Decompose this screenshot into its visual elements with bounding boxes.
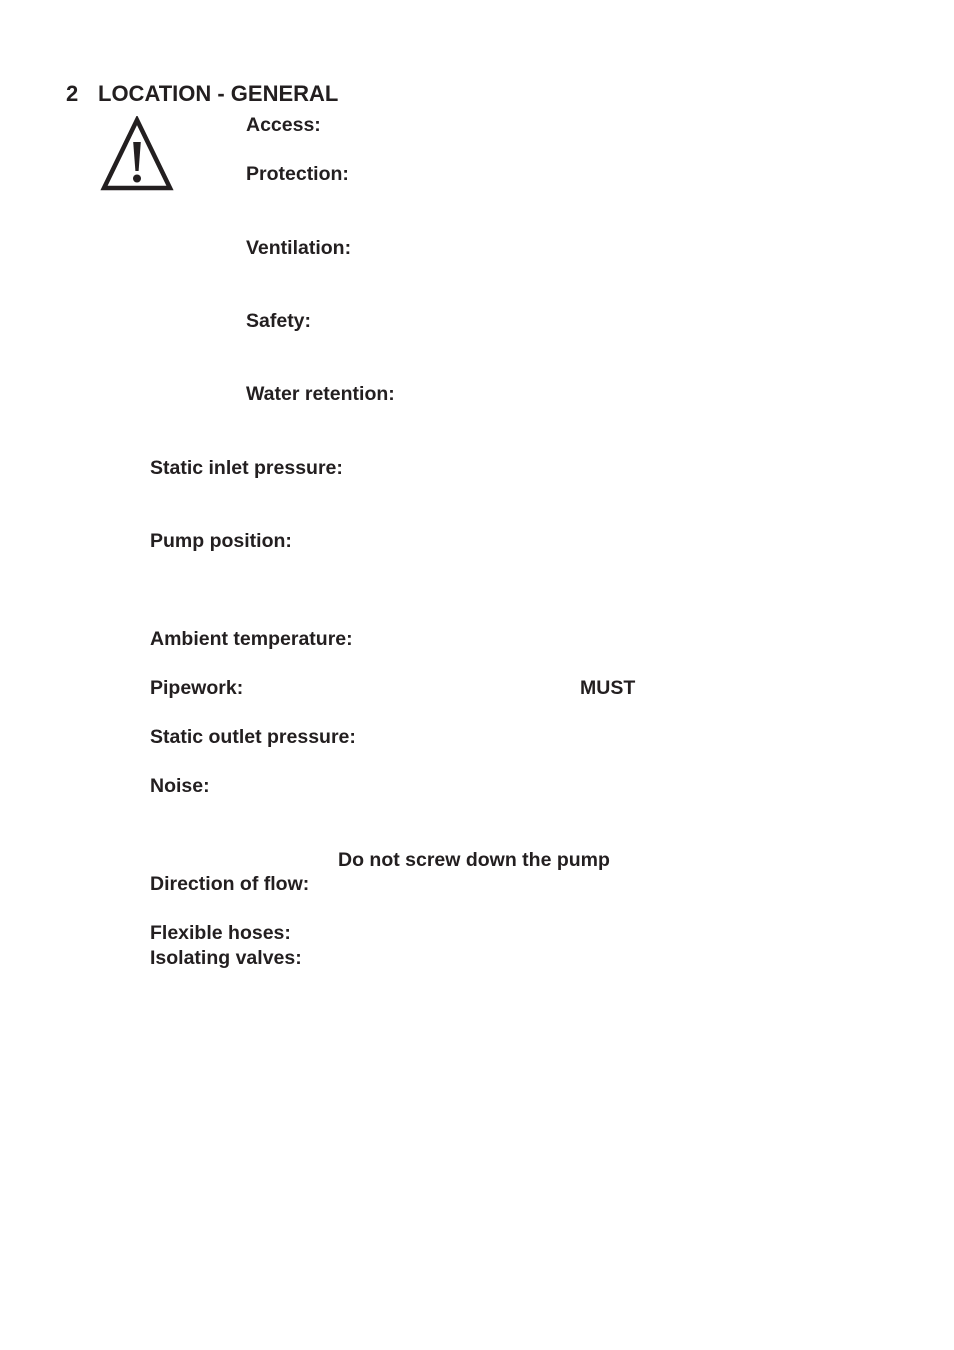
static-outlet-pressure-label: Static outlet pressure: <box>150 726 356 748</box>
isolating-valves-label: Isolating valves: <box>150 947 302 969</box>
safety-label: Safety: <box>246 310 312 332</box>
protection-label: Protection: <box>246 163 349 185</box>
direction-of-flow-label: Direction of flow: <box>150 873 310 895</box>
section-title: LOCATION - GENERAL <box>98 81 339 106</box>
ventilation-label: Ventilation: <box>246 237 352 259</box>
section-number: 2 <box>66 81 79 106</box>
pump-position-label: Pump position: <box>150 530 292 552</box>
water-retention-label: Water retention: <box>246 383 395 405</box>
do-not-screw-warning: Do not screw down the pump <box>338 849 610 871</box>
static-inlet-pressure-label: Static inlet pressure: <box>150 457 343 479</box>
pipework-label: Pipework: <box>150 677 244 699</box>
must-emphasis: MUST <box>580 677 636 699</box>
warning-icon <box>100 116 174 192</box>
flexible-hoses-label: Flexible hoses: <box>150 922 291 944</box>
ambient-temperature-label: Ambient temperature: <box>150 628 353 650</box>
noise-label: Noise: <box>150 775 210 797</box>
access-label: Access: <box>246 114 321 136</box>
